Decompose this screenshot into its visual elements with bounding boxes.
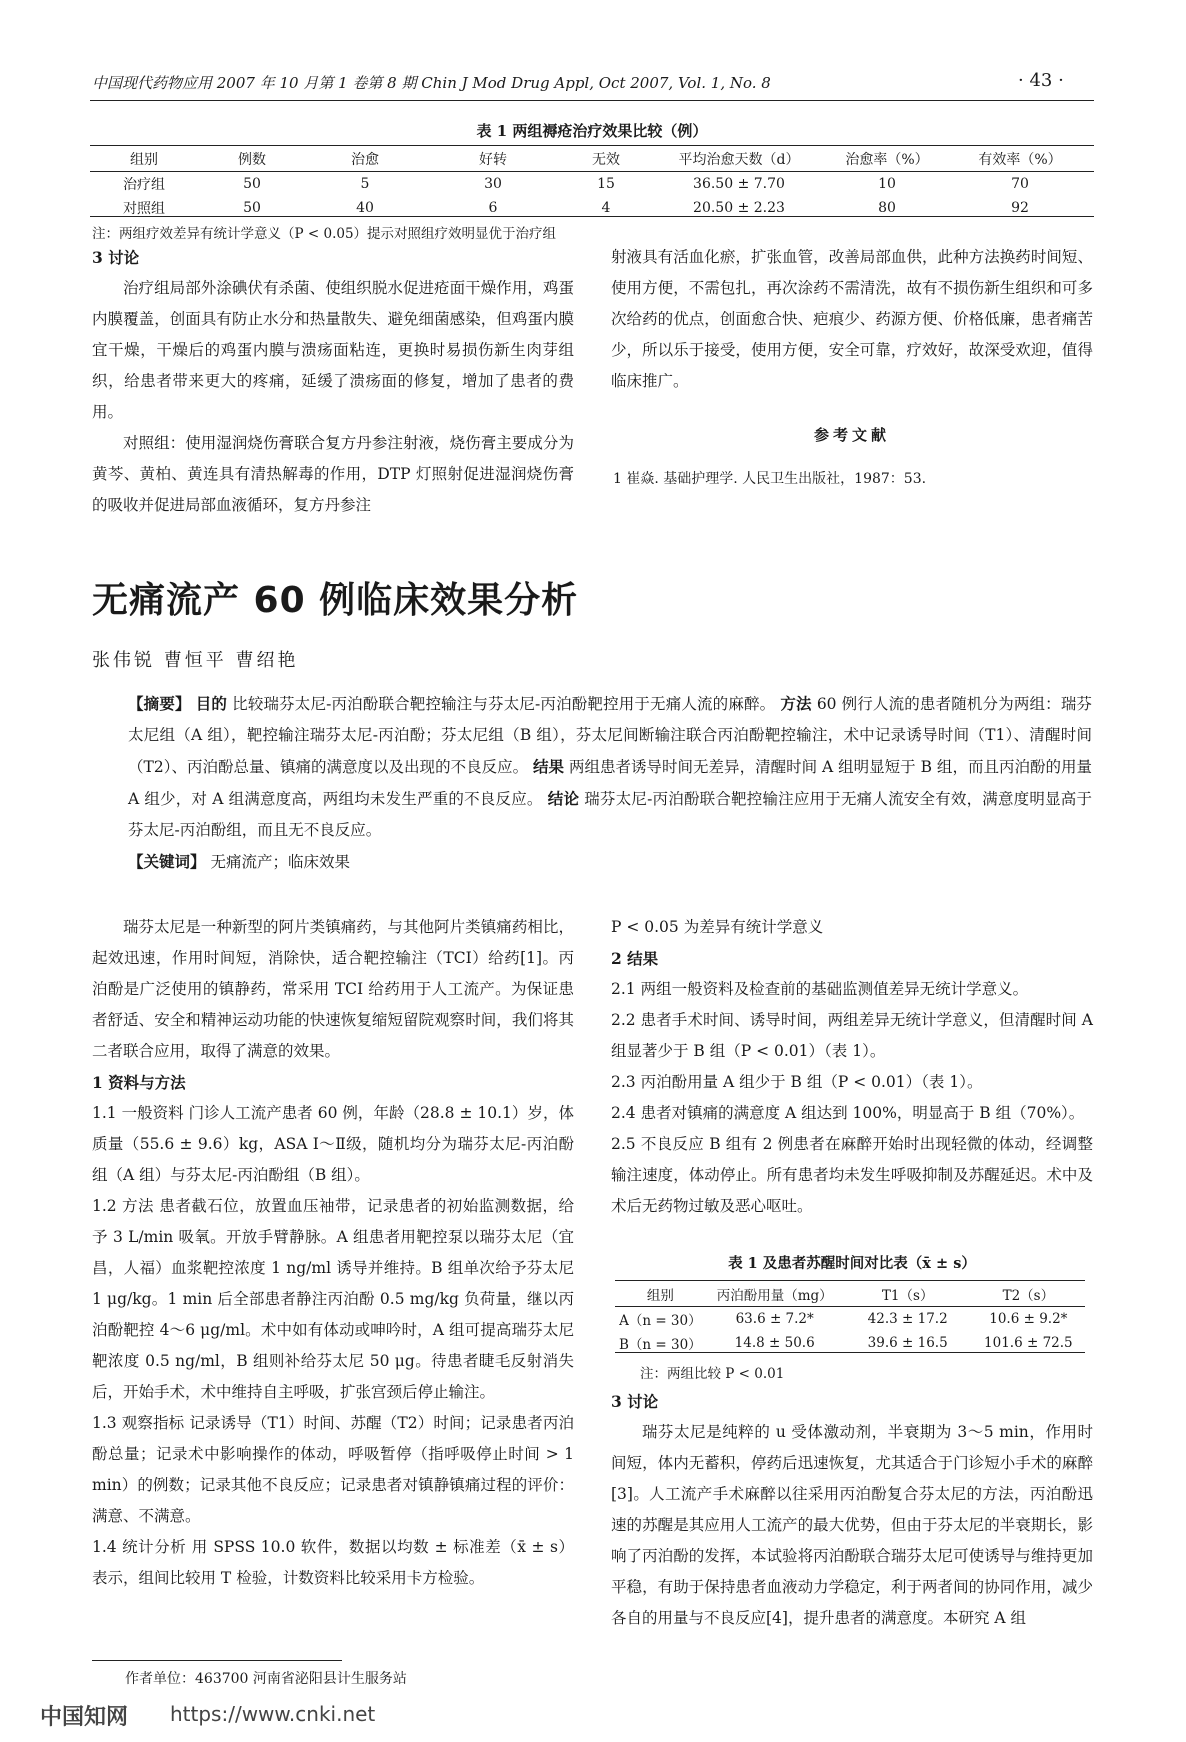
authors: 张伟锐 曹恒平 曹绍艳 — [92, 650, 299, 671]
cell: 对照组 — [123, 201, 165, 217]
paragraph: 对照组：使用湿润烧伤膏联合复方丹参注射液，烧伤膏主要成分为黄芩、黄柏、黄连具有清热解毒的作用，DTP 灯照射促进湿润烧伤膏的吸收并促进局部血液循环，复方丹参注 — [92, 434, 574, 514]
table-top-header-row — [90, 147, 1094, 172]
author-affiliation: 作者单位：463700 河南省泌阳县计生服务站 — [125, 1671, 407, 1687]
th-t1: T1（s） — [881, 1288, 934, 1304]
table-result-caption: 表 1 及患者苏醒时间对比表（x̄ ± s） — [728, 1255, 976, 1272]
journal-header: 中国现代药物应用 2007 年 10 月第 1 卷第 8 期 Chin J Mod Drug Appl, Oct 2007, Vol. 1, No. 8 — [92, 74, 771, 92]
th-effective-rate: 有效率（%） — [978, 152, 1062, 168]
cell: 39.6 ± 16.5 — [867, 1335, 948, 1351]
reference-item: 1 崔焱. 基础护理学. 人民卫生出版社，1987：53. — [613, 471, 927, 487]
abstract-method-label: 方法 — [780, 694, 812, 713]
cell: 50 — [243, 176, 261, 192]
cell: 治疗组 — [123, 177, 165, 193]
paragraph: 1.1 一般资料 门诊人工流产患者 60 例，年龄（28.8 ± 10.1）岁，体质量（55.6 ± 9.6）kg，ASA Ⅰ～Ⅱ级，随机均分为瑞芬太尼-丙泊酚组（A 组）与芬太尼-丙泊酚组（B 组）。 — [92, 1104, 574, 1184]
th-group: 组别 — [646, 1288, 674, 1304]
table-top-rule-top — [90, 145, 1094, 146]
paragraph: 2.4 患者对镇痛的满意度 A 组达到 100%，明显高于 B 组（70%）。 — [611, 1104, 1085, 1122]
cell: 70 — [1011, 176, 1029, 192]
cell: 30 — [484, 176, 502, 192]
cnki-logo: 中国知网 — [40, 1705, 129, 1730]
th-cured: 治愈 — [351, 152, 379, 168]
paragraph: 2.1 两组一般资料及检查前的基础监测值差异无统计学意义。 — [611, 980, 1029, 998]
table-top — [90, 147, 1094, 220]
cell: 14.8 ± 50.6 — [734, 1335, 815, 1351]
cell: A（n = 30） — [619, 1313, 702, 1329]
abstract-result: 两组患者诱导时间无差异，清醒时间 A 组明显短于 B 组，而且丙泊酚的用量 A 组少，对 A 组满意度高，两组均未发生严重的不良反应。 — [128, 758, 1092, 808]
table-top-rule-bottom — [90, 216, 1094, 217]
section-heading: 2 结果 — [611, 949, 659, 968]
paragraph: 1.4 统计分析 用 SPSS 10.0 软件，数据以均数 ± 标准差（x̄ ± s）表示，组间比较用 T 检验，计数资料比较采用卡方检验。 — [92, 1538, 574, 1587]
cell: 50 — [243, 200, 261, 216]
th-cure-rate: 治愈率（%） — [845, 152, 929, 168]
abstract-label: 【摘要】 — [128, 694, 191, 713]
article-title: 无痛流产 60 例临床效果分析 — [92, 580, 579, 621]
paragraph-intro: 瑞芬太尼是一种新型的阿片类镇痛药，与其他阿片类镇痛药相比，起效迅速，作用时间短，消除快，适合靶控输注（TCI）给药[1]。丙泊酚是广泛使用的镇静药，常采用 TCI 给药用于人工流产。为保证患者舒适、安全和精神运动功能的快速恢复缩短留院观察时间，我们将其二者联合应用，取得了满意的效果。 — [92, 918, 574, 1060]
cell: 42.3 ± 17.2 — [867, 1311, 948, 1327]
cell: 4 — [601, 200, 611, 216]
table-row — [615, 1307, 1085, 1332]
th-improved: 好转 — [479, 152, 507, 168]
cell: 15 — [597, 176, 615, 192]
th-invalid: 无效 — [592, 152, 620, 168]
abstract-method: 60 例行人流的患者随机分为两组：瑞芬太尼组（A 组），靶控输注瑞芬太尼-丙泊酚；芬太尼组（B 组），芬太尼间断输注联合丙泊酚靶控输注，术中记录诱导时间（T1）、清醒时间（T2）、丙泊酚总量、镇痛的满意度以及出现的不良反应。 — [128, 695, 1092, 776]
article-right-discussion — [611, 1386, 1093, 1634]
cell: 36.50 ± 7.70 — [693, 176, 785, 192]
th-group: 组别 — [130, 152, 158, 168]
references-heading: 参考文献 — [813, 426, 890, 444]
th-propofol: 丙泊酚用量（mg） — [716, 1288, 833, 1304]
header-rule — [90, 100, 1094, 101]
table-result — [615, 1282, 1085, 1355]
table-top-note: 注：两组疗效差异有统计学意义（P < 0.05）提示对照组疗效明显优于治疗组 — [92, 226, 557, 242]
cell: 20.50 ± 2.23 — [693, 200, 785, 216]
cell: 80 — [878, 200, 896, 216]
cell: 40 — [356, 200, 374, 216]
abstract — [92, 688, 1092, 878]
paragraph: 瑞芬太尼是纯粹的 u 受体激动剂，半衰期为 3～5 min，作用时间短，体内无蓄积，停药后迅速恢复，尤其适合于门诊短小手术的麻醉[3]。人工流产手术麻醉以往采用丙泊酚复合芬太尼的方法，丙泊酚迅速的苏醒是其应用人工流产的最大优势，但由于芬太尼的半衰期长，影响了丙泊酚的发挥，本试验将丙泊酚联合瑞芬太尼可使诱导与维持更加平稳，有助于保持患者血液动力学稳定，利于两者间的协同作用，减少各自的用量与不良反应[4]，提升患者的满意度。本研究 A 组 — [611, 1423, 1093, 1627]
article-right-column — [611, 912, 1093, 1222]
table-result-rule-top — [615, 1280, 1085, 1281]
paragraph: 治疗组局部外涂碘伏有杀菌、使组织脱水促进疮面干燥作用，鸡蛋内膜覆盖，创面具有防止水分和热量散失、避免细菌感染，但鸡蛋内膜宜干燥，干燥后的鸡蛋内膜与溃疡面粘连，更换时易损伤新生肉芽组织，给患者带来更大的疼痛，延缓了溃疡面的修复，增加了患者的费用。 — [92, 279, 574, 421]
cell: 5 — [360, 176, 370, 192]
cell: 92 — [1011, 200, 1029, 216]
section-heading: 3 讨论 — [92, 248, 140, 267]
prev-right-column — [611, 242, 1093, 397]
th-avg-days: 平均治愈天数（d） — [678, 152, 800, 168]
paragraph: 射液具有活血化瘀，扩张血管，改善局部血供，此种方法换药时间短、使用方便，不需包扎，再次涂药不需清洗，故有不损伤新生组织和可多次给药的优点，创面愈合快、疤痕少、药源方便、价格低廉，患者痛苦少，所以乐于接受，使用方便，安全可靠，疗效好，故深受欢迎，值得临床推广。 — [611, 248, 1093, 390]
paragraph: 1.3 观察指标 记录诱导（T1）时间、苏醒（T2）时间；记录患者丙泊酚总量；记录术中影响操作的体动，呼吸暂停（指呼吸停止时间 > 1 min）的例数；记录其他不良反应；记录患者对镇静镇痛过程的评价：满意、不满意。 — [92, 1414, 574, 1525]
cell: 10.6 ± 9.2* — [989, 1311, 1068, 1327]
keywords-label: 【关键词】 — [128, 852, 206, 871]
keywords: 无痛流产；临床效果 — [210, 853, 350, 871]
table-top-caption: 表 1 两组褥疮治疗效果比较（例） — [476, 122, 708, 140]
footnote-rule — [92, 1660, 342, 1661]
paragraph: 1.2 方法 患者截石位，放置血压袖带，记录患者的初始监测数据，给予 3 L/min 吸氧。开放手臂静脉。A 组患者用靶控泵以瑞芬太尼（宜昌，人福）血浆靶控浓度 1 ng/ml 诱导并维持。B 组单次给予芬太尼 1 μg/kg。1 min 后全部患者静注丙泊酚 0.5 mg/kg 负荷量，继以丙泊酚靶控 4～6 μg/ml。术中如有体动或呻吟时，A 组可提高瑞芬太尼靶浓度 0.5 ng/ml，B 组则补给芬太尼 50 μg。待患者睫毛反射消失后，开始手术，术中维持自主呼吸，扩张宫颈后停止输注。 — [92, 1197, 574, 1401]
table-result-header-row — [615, 1282, 1085, 1307]
cell: 6 — [488, 200, 498, 216]
page-number: · 43 · — [1018, 70, 1064, 91]
paragraph: P < 0.05 为差异有统计学意义 — [611, 918, 824, 936]
th-t2: T2（s） — [1002, 1288, 1055, 1304]
cnki-url[interactable]: https://www.cnki.net — [170, 1702, 376, 1726]
abstract-aim-label: 目的 — [195, 694, 228, 713]
cell: 63.6 ± 7.2* — [735, 1311, 814, 1327]
cell: 101.6 ± 72.5 — [984, 1335, 1073, 1351]
section-heading: 1 资料与方法 — [92, 1073, 186, 1092]
abstract-conclusion-label: 结论 — [547, 789, 580, 808]
abstract-aim: 比较瑞芬太尼-丙泊酚联合靶控输注与芬太尼-丙泊酚靶控用于无痛人流的麻醉。 — [232, 695, 776, 713]
abstract-conclusion: 瑞芬太尼-丙泊酚联合靶控输注应用于无痛人流安全有效，满意度明显高于芬太尼-丙泊酚组，而且无不良反应。 — [128, 790, 1092, 839]
cell: B（n = 30） — [619, 1337, 702, 1353]
article-left-column — [92, 912, 574, 1594]
th-cases: 例数 — [238, 152, 266, 168]
paragraph: 2.2 患者手术时间、诱导时间，两组差异无统计学意义，但清醒时间 A 组显著少于 B 组（P < 0.01）（表 1）。 — [611, 1011, 1093, 1060]
paragraph: 2.3 丙泊酚用量 A 组少于 B 组（P < 0.01）（表 1）。 — [611, 1073, 983, 1091]
paragraph: 2.5 不良反应 B 组有 2 例患者在麻醉开始时出现轻微的体动，经调整输注速度，体动停止。所有患者均未发生呼吸抑制及苏醒延迟。术中及术后无药物过敏及恶心呕吐。 — [611, 1135, 1093, 1215]
prev-left-column — [92, 242, 574, 521]
cell: 10 — [878, 176, 896, 192]
section-heading: 3 讨论 — [611, 1392, 659, 1411]
table-result-note: 注：两组比较 P < 0.01 — [640, 1366, 785, 1382]
abstract-result-label: 结果 — [533, 757, 565, 776]
table-row — [90, 172, 1094, 197]
table-result-rule-bottom — [615, 1352, 1085, 1353]
